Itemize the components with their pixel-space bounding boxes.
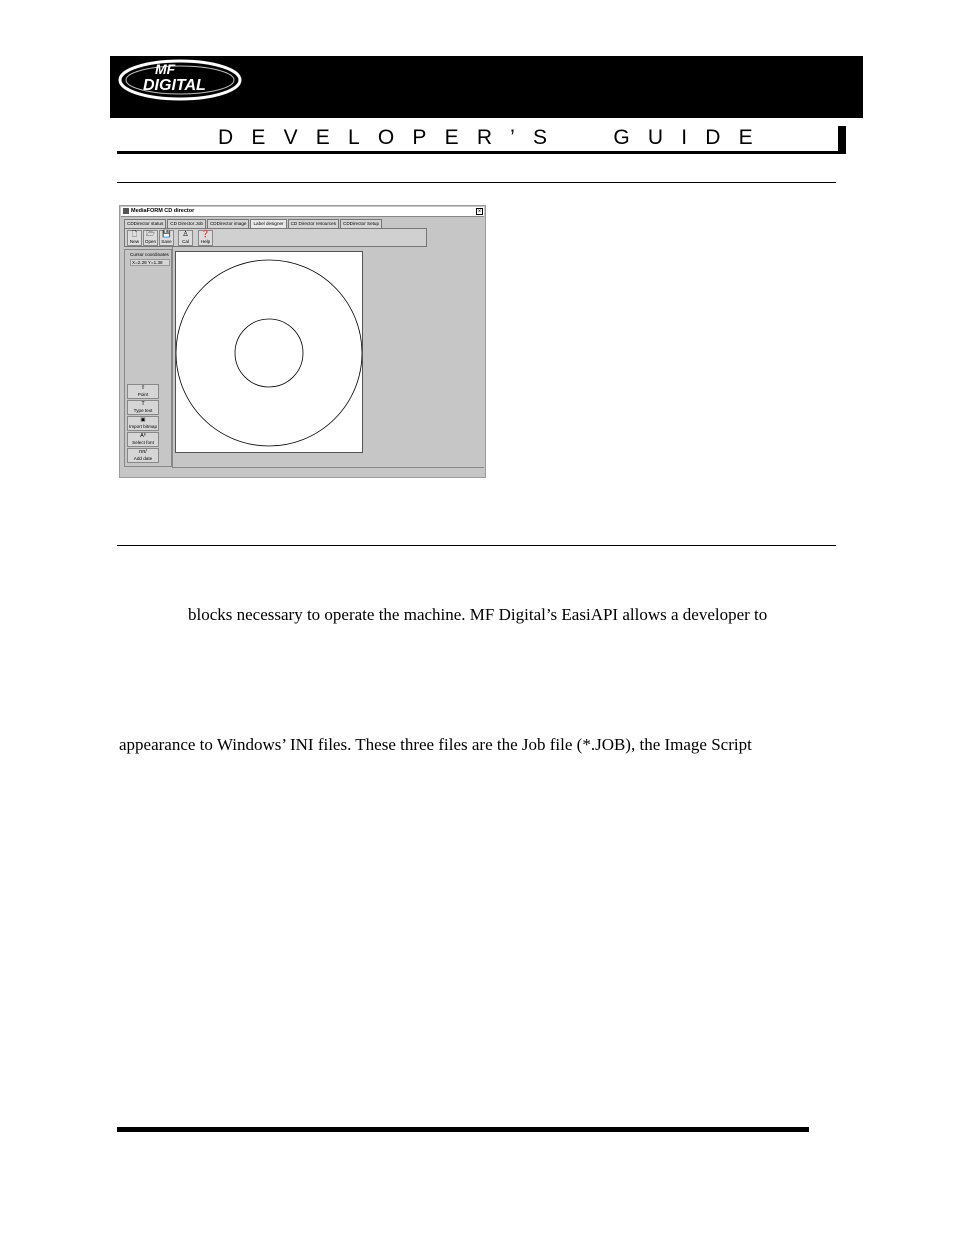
select-font-tool-label: Select font	[132, 440, 154, 445]
import-bitmap-tool-label: Import bitmap	[128, 424, 158, 429]
save-button-label: Save	[161, 239, 172, 244]
tab-label-designer[interactable]: Label designer	[250, 219, 286, 228]
help-button[interactable]	[198, 230, 213, 246]
help-icon: ❓	[201, 231, 210, 238]
date-icon: nn/	[139, 449, 147, 455]
left-panel	[124, 249, 172, 467]
open-button-label: Open	[144, 239, 157, 244]
title-underline	[117, 151, 839, 154]
window-titlebar	[121, 207, 484, 217]
pointer-icon: ⇧	[140, 385, 146, 391]
logo-text-top: MF	[155, 61, 176, 77]
tool-palette	[127, 384, 172, 464]
new-button[interactable]	[127, 230, 142, 246]
tab-cddirector-status[interactable]: CDDirector status	[124, 219, 166, 228]
document-title: DEVELOPER’S GUIDE	[218, 126, 771, 149]
body-text-line: blocks necessary to operate the machine. MF Digital’s EasiAPI allows a developer to	[188, 605, 768, 624]
cursor-coordinates-label: Cursor coordinates	[130, 252, 169, 257]
toolbar	[124, 228, 427, 247]
type-text-tool-label: Type text	[133, 408, 153, 413]
status-separator	[172, 467, 484, 468]
mf-digital-logo	[117, 56, 247, 104]
tab-cddirector-setup[interactable]: CDDirector Setup	[340, 219, 382, 228]
logo-text-bottom: DIGITAL	[143, 77, 206, 94]
tab-cd-director-resources[interactable]: CD Director resources	[288, 219, 339, 228]
new-button-label: New	[129, 239, 140, 244]
bitmap-icon: ▣	[140, 417, 146, 423]
new-file-icon: 🗋	[131, 231, 138, 238]
import-bitmap-tool-button[interactable]	[127, 416, 159, 431]
font-icon: Aᵇ	[140, 433, 146, 439]
save-button[interactable]	[159, 230, 174, 246]
cal-button-label: Cal	[182, 239, 189, 244]
help-button-label: Help	[200, 239, 211, 244]
cursor-coordinates-value: X=2.28 Y=1.38	[130, 259, 170, 266]
tab-strip	[124, 219, 383, 228]
open-folder-icon: 🗁	[146, 231, 155, 238]
panel-separator	[172, 247, 173, 467]
open-button[interactable]	[143, 230, 158, 246]
type-text-tool-button[interactable]	[127, 400, 159, 415]
select-font-tool-button[interactable]	[127, 432, 159, 447]
save-disk-icon: 💾	[162, 231, 171, 238]
add-date-tool-button[interactable]	[127, 448, 159, 463]
figure-top-rule	[117, 182, 836, 183]
figure-bottom-rule	[117, 545, 836, 546]
disc-outer-circle	[176, 260, 362, 446]
disc-inner-circle	[235, 319, 303, 387]
text-icon: T	[141, 401, 145, 407]
tab-cddirector-image[interactable]: CDDirector image	[207, 219, 250, 228]
tab-cd-director-job[interactable]: CD Director Job	[167, 219, 206, 228]
point-tool-label: Point	[137, 392, 149, 397]
body-text-line: appearance to Windows’ INI files. These three files are the Job file (*.JOB), the Image Script	[119, 735, 752, 754]
window-title: MediaFORM CD director	[131, 208, 195, 214]
point-tool-button[interactable]	[127, 384, 159, 399]
app-screenshot	[119, 205, 486, 478]
cal-button[interactable]	[178, 230, 193, 246]
footer-rule	[117, 1127, 809, 1132]
calibrate-icon: ♙	[182, 231, 189, 238]
disc-template	[176, 252, 362, 452]
close-icon[interactable]: ×	[477, 209, 482, 215]
app-icon	[123, 208, 129, 214]
add-date-tool-label: Add date	[133, 456, 153, 461]
label-design-canvas[interactable]	[175, 251, 363, 453]
title-endcap	[838, 126, 846, 154]
